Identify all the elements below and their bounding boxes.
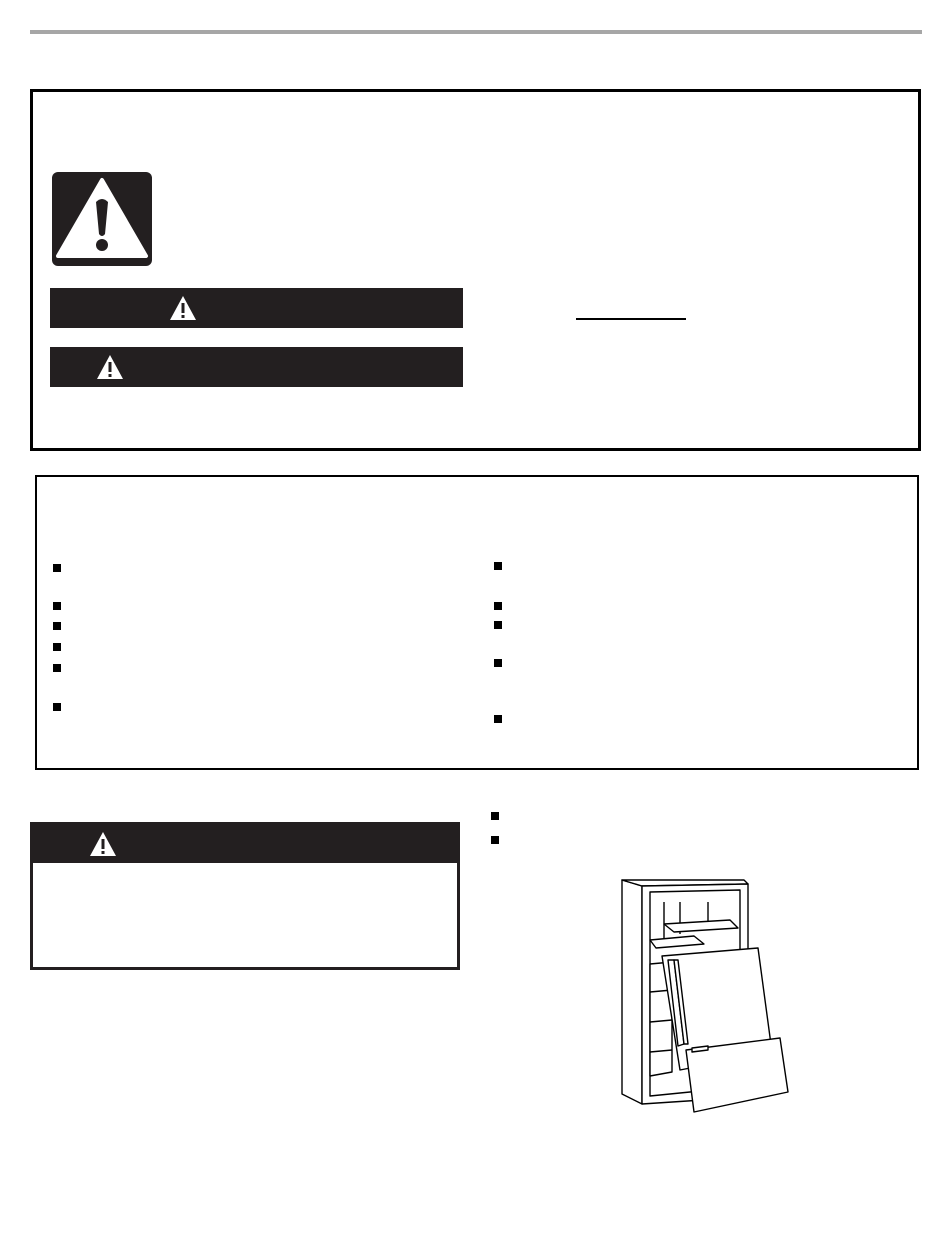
list-item xyxy=(53,703,63,713)
list-item xyxy=(494,659,504,669)
bullet-square-icon xyxy=(491,836,499,844)
refrigerator-doors-removed-illustration-icon xyxy=(612,872,802,1122)
warning-signal-bar xyxy=(50,347,463,387)
list-item xyxy=(53,622,63,632)
danger-signal-bar xyxy=(50,288,463,328)
bullet-square-icon xyxy=(494,621,502,629)
bullet-square-icon xyxy=(494,562,502,570)
header-rule xyxy=(30,30,922,34)
warning-triangle-icon xyxy=(168,294,198,322)
door-removal-warning-box xyxy=(30,822,460,970)
list-item xyxy=(494,621,504,631)
bullet-square-icon xyxy=(494,602,502,610)
bullet-square-icon xyxy=(53,564,61,572)
list-item xyxy=(53,664,63,674)
bullet-square-icon xyxy=(53,664,61,672)
list-item xyxy=(491,836,501,846)
list-item xyxy=(494,562,504,572)
safety-section xyxy=(30,89,921,451)
warning-signal-bar xyxy=(33,825,457,863)
bullet-square-icon xyxy=(53,602,61,610)
bullet-square-icon xyxy=(53,622,61,630)
list-item xyxy=(53,643,63,653)
bullet-square-icon xyxy=(494,715,502,723)
instructions-section xyxy=(35,475,919,770)
warning-triangle-icon xyxy=(95,353,125,381)
list-item xyxy=(491,812,501,822)
bullet-square-icon xyxy=(53,703,61,711)
warning-triangle-icon xyxy=(88,830,118,858)
list-item xyxy=(494,602,504,612)
list-item xyxy=(53,564,63,574)
bullet-square-icon xyxy=(53,643,61,651)
underlined-text-rule xyxy=(576,318,686,320)
bullet-square-icon xyxy=(494,659,502,667)
bullet-square-icon xyxy=(491,812,499,820)
safety-alert-symbol-icon xyxy=(52,172,152,266)
list-item xyxy=(53,602,63,612)
list-item xyxy=(494,715,504,725)
